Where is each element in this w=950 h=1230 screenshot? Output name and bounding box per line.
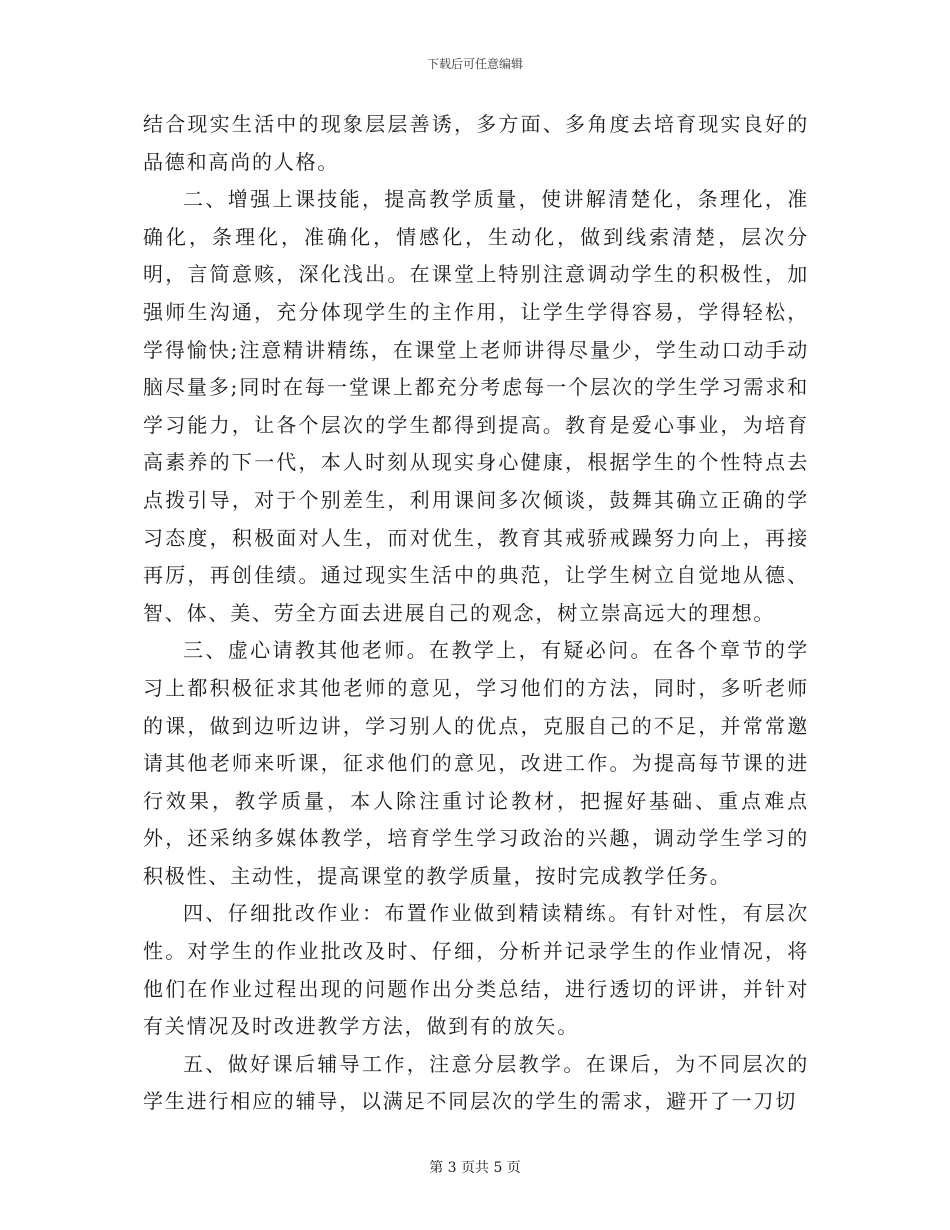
document-body xyxy=(143,106,809,1121)
paragraph-section-four: 四、仔细批改作业：布置作业做到精读精练。有针对性，有层次性。对学生的作业批改及时、仔细，分析并记录学生的作业情况，将他们在作业过程出现的问题作出分类总结，进行透切的评讲，并针对有关情况及时改进教学方法，做到有的放矢。 xyxy=(143,901,809,1039)
page-header: 下载后可任意编辑 xyxy=(426,57,523,71)
paragraph-section-five: 五、做好课后辅导工作，注意分层教学。在课后，为不同层次的学生进行相应的辅导，以满足不同层次的学生的需求，避开了一刀切 xyxy=(143,1051,809,1114)
paragraph-section-three: 三、虚心请教其他老师。在教学上，有疑必问。在各个章节的学习上都积极征求其他老师的意见，学习他们的方法，同时，多听老师的课，做到边听边讲，学习别人的优点，克服自己的不足，并常常邀请其他老师来听课，征求他们的意见，改进工作。为提高每节课的进行效果，教学质量，本人除注重讨论教材，把握好基础、重点难点外，还采纳多媒体教学，培育学生学习政治的兴趣，调动学生学习的积极性、主动性，提高课堂的教学质量，按时完成教学任务。 xyxy=(143,638,809,888)
paragraph-continuation: 结合现实生活中的现象层层善诱，多方面、多角度去培育现实良好的品德和高尚的人格。 xyxy=(143,112,809,174)
paragraph-section-two: 二、增强上课技能，提高教学质量，使讲解清楚化，条理化，准确化，条理化，准确化，情感化，生动化，做到线索清楚，层次分明，言简意赅，深化浅出。在课堂上特别注意调动学生的积极性，加强师生沟通，充分体现学生的主作用，让学生学得容易，学得轻松，学得愉快;注意精讲精练，在课堂上老师讲得尽量少，学生动口动手动脑尽量多;同时在每一堂课上都充分考虑每一个层次的学生学习需求和学习能力，让各个层次的学生都得到提高。教育是爱心事业，为培育高素养的下一代，本人时刻从现实身心健康，根据学生的个性特点去点拨引导，对于个别差生，利用课间多次倾谈，鼓舞其确立正确的学习态度，积极面对人生，而对优生，教育其戒骄戒躁努力向上，再接再厉，再创佳绩。通过现实生活中的典范，让学生树立自觉地从德、智、体、美、劳全方面去进展自己的观念，树立崇高远大的理想。 xyxy=(143,187,809,625)
page-number-footer: 第 3 页共 5 页 xyxy=(429,1160,521,1176)
